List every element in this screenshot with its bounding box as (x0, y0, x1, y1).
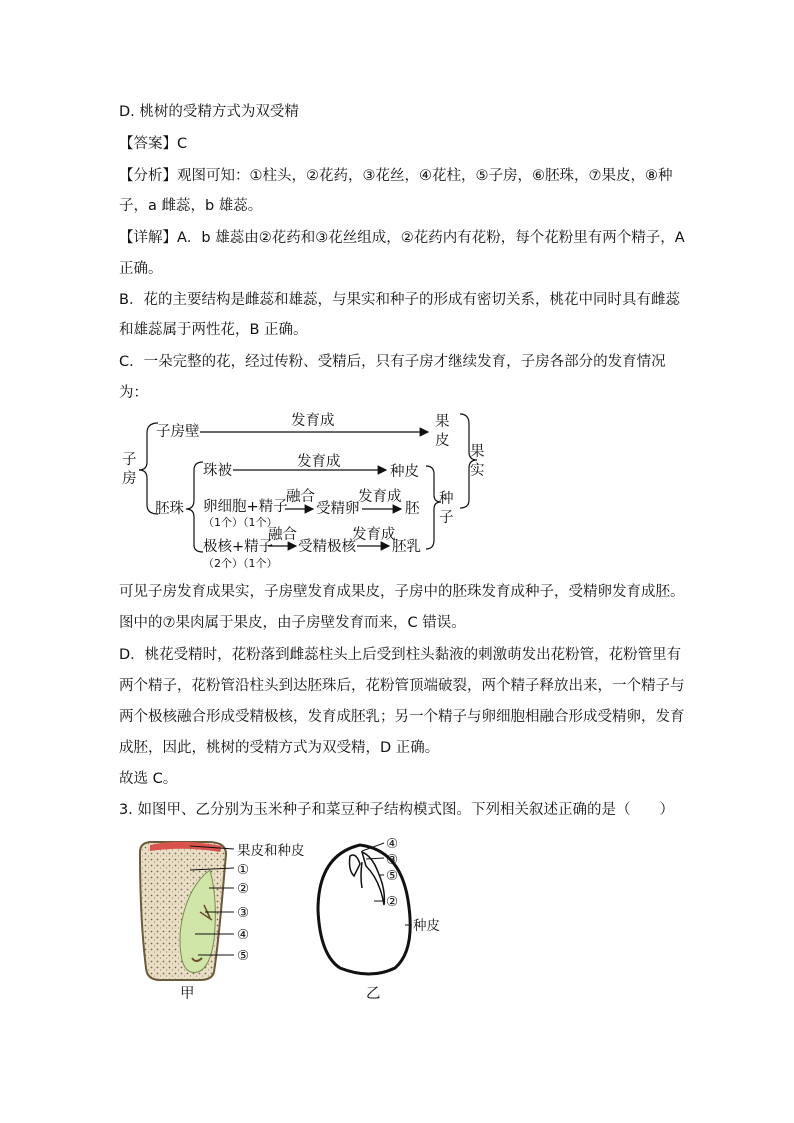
detail-d-line-3: 两个极核融合形成受精极核，发育成胚乳；另一个精子与卵细胞相融合形成受精卵，发育 (119, 709, 685, 725)
corn-seed-icon (140, 842, 234, 980)
diagram-egg-sperm: 卵细胞+精子 (203, 499, 288, 515)
diagram-fuse-2: 融合 (268, 527, 297, 543)
detail-line-1: 【详解】A．b 雄蕊由②花药和③花丝组成，②花药内有花粉，每个花粉里有两个精子，A (119, 230, 685, 246)
detail-d-line-4: 成胚，因此，桃树的受精方式为双受精，D 正确。 (119, 740, 440, 756)
bean-caption: 乙 (366, 986, 381, 1002)
corn-label-pericarp-seedcoat: 果皮和种皮 (237, 843, 305, 859)
bean-label-4: ④ (386, 836, 399, 852)
diagram-fruit: 果 实 (470, 444, 485, 479)
diagram-endosperm: 胚乳 (392, 539, 421, 555)
conclusion-line-1: 可见子房发育成果实，子房壁发育成果皮，子房中的胚珠发育成种子，受精卵发育成胚。 (119, 584, 685, 600)
conclusion-line-2: 图中的⑦果肉属于果皮，由子房壁发育而来，C 错误。 (119, 615, 466, 631)
diagram-counts-1: （1个）（1个） (203, 516, 278, 529)
corn-label-3: ③ (237, 905, 250, 921)
diagram-ovule: 胚珠 (155, 501, 184, 517)
diagram-develops-2: 发育成 (297, 454, 341, 470)
diagram-integument: 珠被 (203, 463, 232, 479)
diagram-develops-4: 发育成 (352, 527, 396, 543)
corn-label-4: ④ (237, 927, 250, 943)
detail-c-line-1: C．一朵完整的花，经过传粉、受精后，只有子房才继续发育，子房各部分的发育情况 (119, 354, 666, 370)
corn-caption: 甲 (180, 986, 195, 1002)
question-3: 3. 如图甲、乙分别为玉米种子和菜豆种子结构模式图。下列相关叙述正确的是（ ） (119, 802, 674, 818)
diagram-polar-sperm: 极核+精子 (203, 539, 274, 555)
diagram-counts-2: （2个）（1个） (203, 557, 278, 570)
diagram-fuse-1: 融合 (286, 489, 315, 505)
diagram-seed-coat: 种皮 (390, 464, 419, 480)
detail-d-line-2: 两个精子，花粉管沿柱头到达胚珠后，花粉管顶端破裂，两个精子释放出来，一个精子与 (119, 678, 685, 694)
diagram-pericarp: 果 皮 (435, 414, 450, 449)
corn-label-5: ⑤ (237, 948, 250, 964)
detail-c-line-2: 为： (119, 385, 148, 401)
analysis-line-1: 【分析】观图可知：①柱头，②花药，③花丝，④花柱，⑤子房，⑥胚珠，⑦果皮，⑧种 (119, 168, 673, 184)
detail-d-line-1: D．桃花受精时，花粉落到雌蕊柱头上后受到柱头黏液的刺激萌发出花粉管，花粉管里有 (119, 647, 682, 663)
diagram-fert-polar: 受精极核 (298, 539, 356, 555)
bean-label-3: ③ (386, 852, 399, 868)
diagram-seed: 种 子 (439, 491, 454, 526)
option-d-text: D. 桃树的受精方式为双受精 (119, 104, 299, 120)
corn-label-2: ② (237, 881, 250, 897)
bean-label-5: ⑤ (386, 868, 399, 884)
diagram-ovary-label: 子 房 (122, 452, 137, 487)
diagram-ovary-wall: 子房壁 (156, 424, 200, 440)
detail-line-2: 正确。 (119, 261, 163, 277)
bean-label-seed-coat: 种皮 (413, 918, 440, 934)
choose-line: 故选 C。 (119, 771, 178, 787)
diagram-develops-3: 发育成 (358, 489, 402, 505)
bean-label-2: ② (386, 894, 399, 910)
detail-b-line-2: 和雄蕊属于两性花，B 正确。 (119, 322, 308, 338)
corn-label-1: ① (237, 862, 250, 878)
diagram-develops-1: 发育成 (291, 413, 335, 429)
diagram-zygote: 受精卵 (316, 501, 360, 517)
detail-b-line-1: B．花的主要结构是雌蕊和雄蕊，与果实和种子的形成有密切关系，桃花中同时具有雌蕊 (119, 292, 680, 308)
answer-line: 【答案】C (119, 136, 188, 152)
diagram-embryo: 胚 (405, 501, 420, 517)
analysis-line-2: 子，a 雌蕊，b 雄蕊。 (119, 198, 263, 214)
